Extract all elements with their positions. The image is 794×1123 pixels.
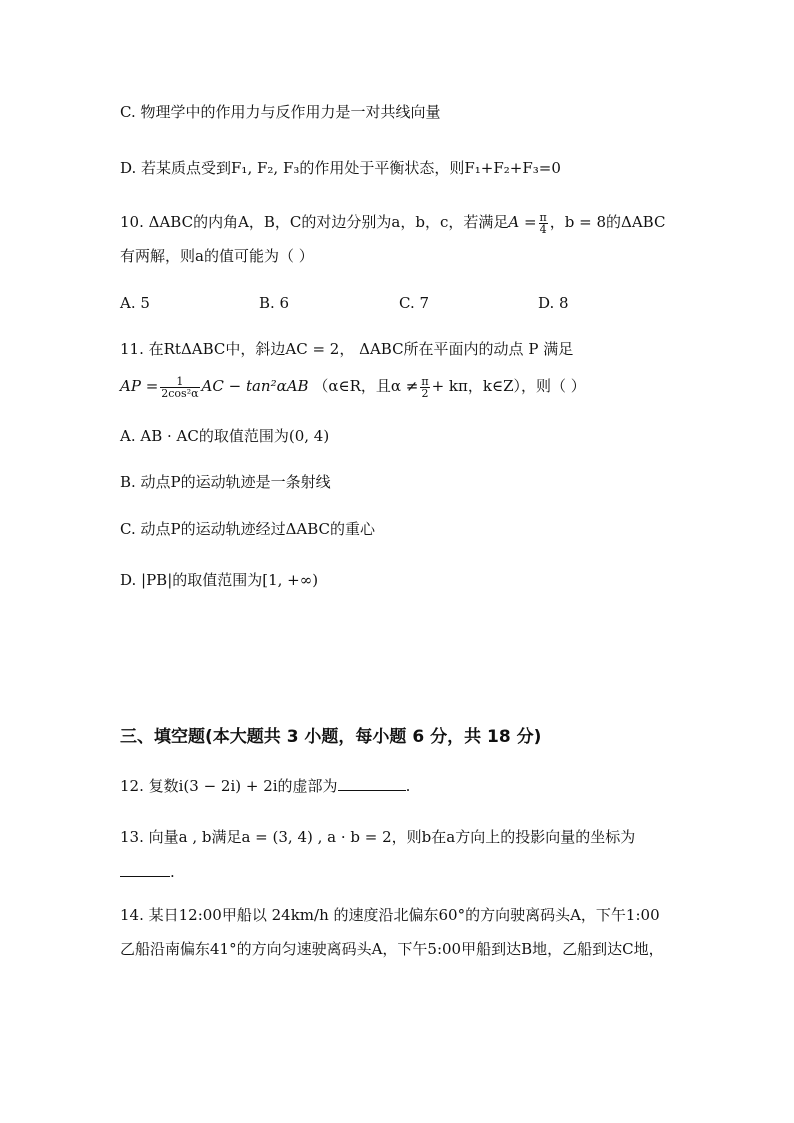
q10-line2: 有两解，则a的值可能为（ ） [120, 247, 314, 265]
q12-text: 12. 复数i(3 − 2i) + 2i的虚部为 [120, 777, 338, 795]
q11-line1: 11. 在RtΔABC中，斜边AC = 2， ΔABC所在平面内的动点 P 满足 [120, 340, 574, 358]
q13-end: . [170, 863, 175, 881]
q10-condition-denominator: 4 [539, 222, 547, 236]
q10-option-d: D. 8 [538, 294, 569, 312]
q10-line1-pre: 10. ΔABC的内角A，B，C的对边分别为a，b，c，若满足 [120, 213, 509, 231]
q11-option-b: B. 动点P的运动轨迹是一条射线 [120, 473, 331, 491]
q11-option-a: A. AB · AC的取值范围为(0, 4) [120, 427, 330, 445]
q10-line1-post: ，b = 8的ΔABC [549, 213, 666, 231]
q11-eq-cond-denominator: 2 [421, 386, 429, 400]
q9-option-d: D. 若某质点受到F₁, F₂, F₃的作用处于平衡状态，则F₁+F₂+F₃=0 [120, 159, 561, 177]
q11-equation [120, 375, 586, 399]
q11-eq-lhs: AP = [120, 377, 159, 395]
q10-option-c: C. 7 [399, 294, 430, 312]
q10-condition-numerator: π [539, 210, 547, 224]
q13-line2 [120, 861, 175, 883]
q11-eq-rhs: AC − tan²αAB [201, 377, 309, 395]
q10-condition-lhs: A = [508, 213, 537, 231]
q12-line [120, 775, 410, 797]
q12-end: . [405, 777, 411, 795]
q11-eq-denominator: 2cos²α [161, 386, 199, 400]
q13-line1: 13. 向量a , b满足a = (3, 4) , a · b = 2，则b在a方向上的投影向量的坐标为 [120, 828, 636, 846]
section-3-heading: 三、填空题(本大题共 3 小题，每小题 6 分，共 18 分) [120, 727, 542, 747]
q11-eq-numerator: 1 [160, 376, 199, 388]
q9-option-c: C. 物理学中的作用力与反作用力是一对共线向量 [120, 103, 441, 121]
q10-options [120, 292, 680, 314]
q14-line2: 乙船沿南偏东41°的方向匀速驶离码头A，下午5:00甲船到达B地，乙船到达C地， [120, 940, 664, 958]
q10-option-b: B. 6 [259, 294, 290, 312]
q11-eq-cond-numerator: π [421, 374, 429, 388]
q10-condition-fraction [539, 212, 548, 235]
q11-eq-cond-post: + kπ，k∈Z），则（ ） [431, 377, 586, 395]
q10-line1 [120, 211, 665, 235]
q10-option-a: A. 5 [120, 294, 150, 312]
q11-eq-cond-pre: （α∈R，且α ≠ [313, 377, 419, 395]
q11-option-c: C. 动点P的运动轨迹经过ΔABC的重心 [120, 520, 376, 538]
q11-eq-cond-fraction [420, 376, 429, 399]
q14-line1: 14. 某日12:00甲船以 24km/h 的速度沿北偏东60°的方向驶离码头A，下午1:00 [120, 906, 660, 924]
q12-answer-blank [338, 776, 406, 791]
q11-eq-fraction [160, 376, 199, 399]
q13-answer-blank [120, 862, 170, 877]
q11-option-d: D. |PB|的取值范围为[1, +∞) [120, 571, 319, 589]
